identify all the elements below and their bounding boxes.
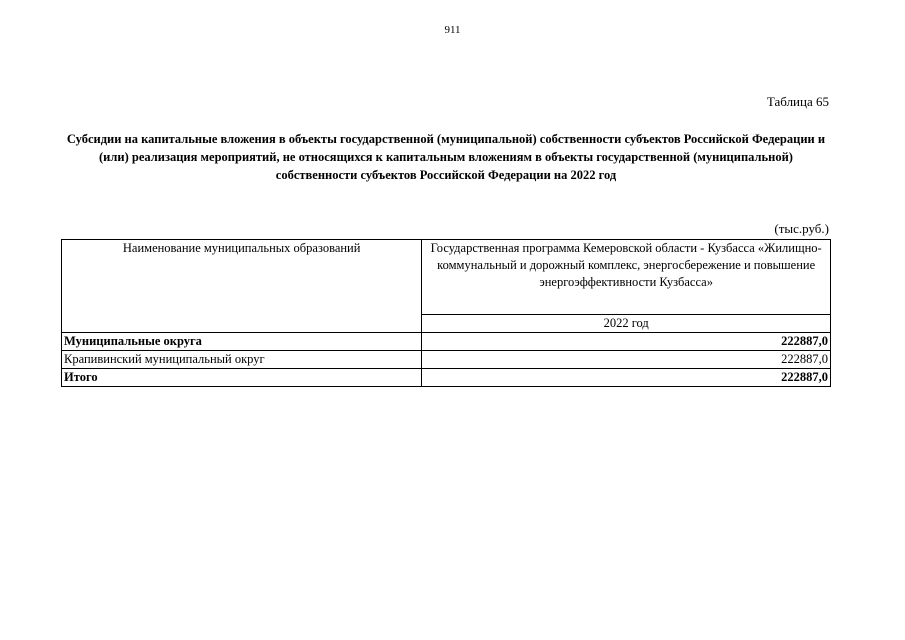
row-name: Муниципальные округа: [62, 333, 422, 351]
units-label: (тыс.руб.): [774, 221, 829, 236]
table-row: [62, 333, 831, 351]
row-value: 222887,0: [422, 351, 831, 369]
table-row: [62, 351, 831, 369]
header-municipality-name: Наименование муниципальных образований: [62, 240, 422, 333]
header-state-program: Государственная программа Кемеровской области - Кузбасса «Жилищно-коммунальный и дорожный комплекс, энергосбережение и повышение энергоэффективности Кузбасса»: [422, 240, 831, 315]
table-header-row: [62, 240, 831, 315]
row-name: Крапивинский муниципальный округ: [62, 351, 422, 369]
document-title: Субсидии на капитальные вложения в объекты государственной (муниципальной) собственности субъектов Российской Федерации и (или) реализация мероприятий, не относящихся к капитальным вложениям в объекты государственной (муниципальной) собственности субъектов Российской Федерации на 2022 год: [66, 132, 826, 182]
header-year: 2022 год: [422, 315, 831, 333]
page-number: 911: [444, 24, 461, 36]
table-label: Таблица 65: [766, 94, 829, 109]
row-value: 222887,0: [422, 369, 831, 387]
row-name: Итого: [62, 369, 422, 387]
table-row-total: [62, 369, 831, 387]
subsidy-table: [61, 239, 831, 387]
row-value: 222887,0: [422, 333, 831, 351]
